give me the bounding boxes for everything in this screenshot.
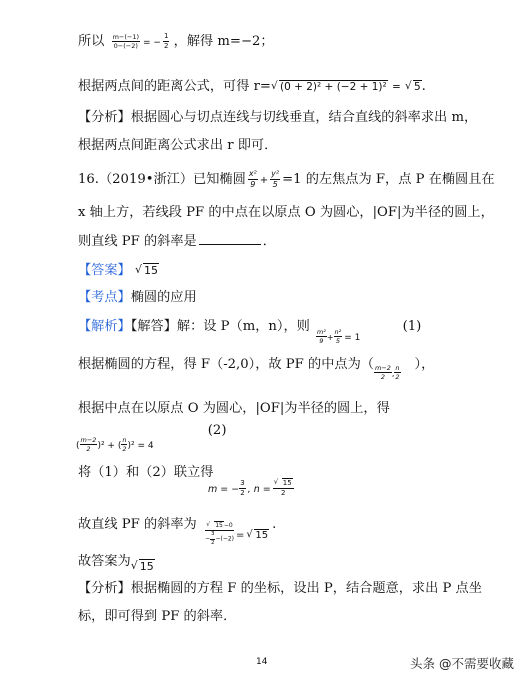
fraction-x2-over-9: $\frac{\text{x²}}{9}$ bbox=[248, 169, 257, 189]
line-18: 【分析】根据椭圆的方程 F 的坐标，设出 P，结合题意，求出 P 点坐 bbox=[78, 581, 482, 596]
fraction-slope: $\frac{m-(-1)}{0-(-2)}$ bbox=[112, 32, 140, 50]
line-1: 所以 $\frac{m-(-1)}{0-(-2)}$ = − $\frac{1}{2}$ ，解得 m=−2； bbox=[78, 32, 274, 50]
equation-number-1: (1) bbox=[402, 319, 422, 334]
line-5-question: 16.（2019•浙江）已知椭圆 $\frac{\text{x²}}{9}$ + $\frac{\text{y²}}{5}$ =1 的左焦点为 F，点 P 在椭圆且在 bbox=[78, 169, 495, 189]
line-7: 则直线 PF 的斜率是 ． bbox=[78, 234, 276, 249]
line-19: 标，即可得到 PF 的斜率． bbox=[78, 609, 237, 624]
line-16-slope: 故直线 PF 的斜率为 √ 15−0 − $\frac{3}{2}$ −(−2) =√ 15. bbox=[78, 513, 276, 536]
line-12: 根据中点在以原点 O 为圆心，|OF|为半径的圆上，得 bbox=[78, 401, 390, 416]
ellipse-equation: $\frac{\text{m²}}{9}$ + $\frac{\text{n²}}{5}$ = 1 bbox=[316, 327, 361, 345]
line-2: 根据两点间的距离公式，可得 r=√ (0 + 2)² + (−2 + 1)² = √ 5. bbox=[78, 78, 426, 96]
line-8-answer bbox=[78, 262, 159, 280]
midpoint-coordinates: $\frac{m-2}{2}$ , $\frac{n}{2}$ bbox=[374, 363, 400, 381]
line-10-solution: 【解析】【解答】解：设 P（m，n），则 $\frac{\text{m²}}{9}$ + $\frac{\text{n²}}{5}$ = 1 (1) bbox=[78, 319, 422, 345]
fraction-y2-over-5: $\frac{\text{y²}}{5}$ bbox=[271, 169, 280, 189]
answer-tag: 【答案】 bbox=[78, 263, 131, 278]
fraction-half: $\frac{1}{2}$ bbox=[163, 32, 169, 50]
equation-number-2: (2) bbox=[207, 423, 227, 438]
sqrt-distance: √ (0 + 2)² + (−2 + 1)² bbox=[271, 78, 388, 96]
line-17: 故答案为√ 15 bbox=[78, 553, 155, 571]
final-answer-sqrt: √ 15 bbox=[131, 558, 155, 576]
slope-expression: √ 15−0 − $\frac{3}{2}$ −(−2) =√ 15 bbox=[205, 523, 269, 546]
line-11: 根据椭圆的方程，得 F（-2,0），故 PF 的中点为（ $\frac{m-2}{2}$ , $\frac{n}{2}$ ）， bbox=[78, 357, 435, 381]
analysis-tag-2: 【分析】 bbox=[78, 581, 131, 596]
line-9-point: 【考点】椭圆的应用 bbox=[78, 290, 197, 305]
sqrt-five: √ 5 bbox=[405, 78, 422, 96]
line-13 bbox=[76, 423, 227, 453]
point-tag: 【考点】 bbox=[78, 290, 131, 305]
line-6: x 轴上方，若线段 PF 的中点在以原点 O 为圆心，|OF|为半径的圆上， bbox=[78, 205, 494, 220]
page-number: 14 bbox=[256, 657, 268, 667]
line-4: 根据两点间距离公式求出 r 即可． bbox=[78, 138, 278, 153]
answer-blank bbox=[199, 232, 261, 245]
line-14: 将（1）和（2）联立得 bbox=[78, 465, 214, 480]
solution-tag: 【解析】 bbox=[78, 319, 131, 334]
sqrt-fifteen: √ 15 bbox=[135, 262, 159, 280]
analysis-tag: 【分析】 bbox=[78, 110, 131, 125]
line-15-solution-values: m = − $\frac{3}{2}$ , n = √ $\frac{15}{2}$ bbox=[208, 480, 294, 499]
line-3: 【分析】根据圆心与切点连线与切线垂直，结合直线的斜率求出 m， bbox=[78, 110, 478, 125]
circle-equation: ( $\frac{m-2}{2}$ )² + ( $\frac{n}{2}$ )² = 4 bbox=[76, 435, 154, 453]
watermark: 头条 @不需要收藏 bbox=[410, 656, 514, 671]
